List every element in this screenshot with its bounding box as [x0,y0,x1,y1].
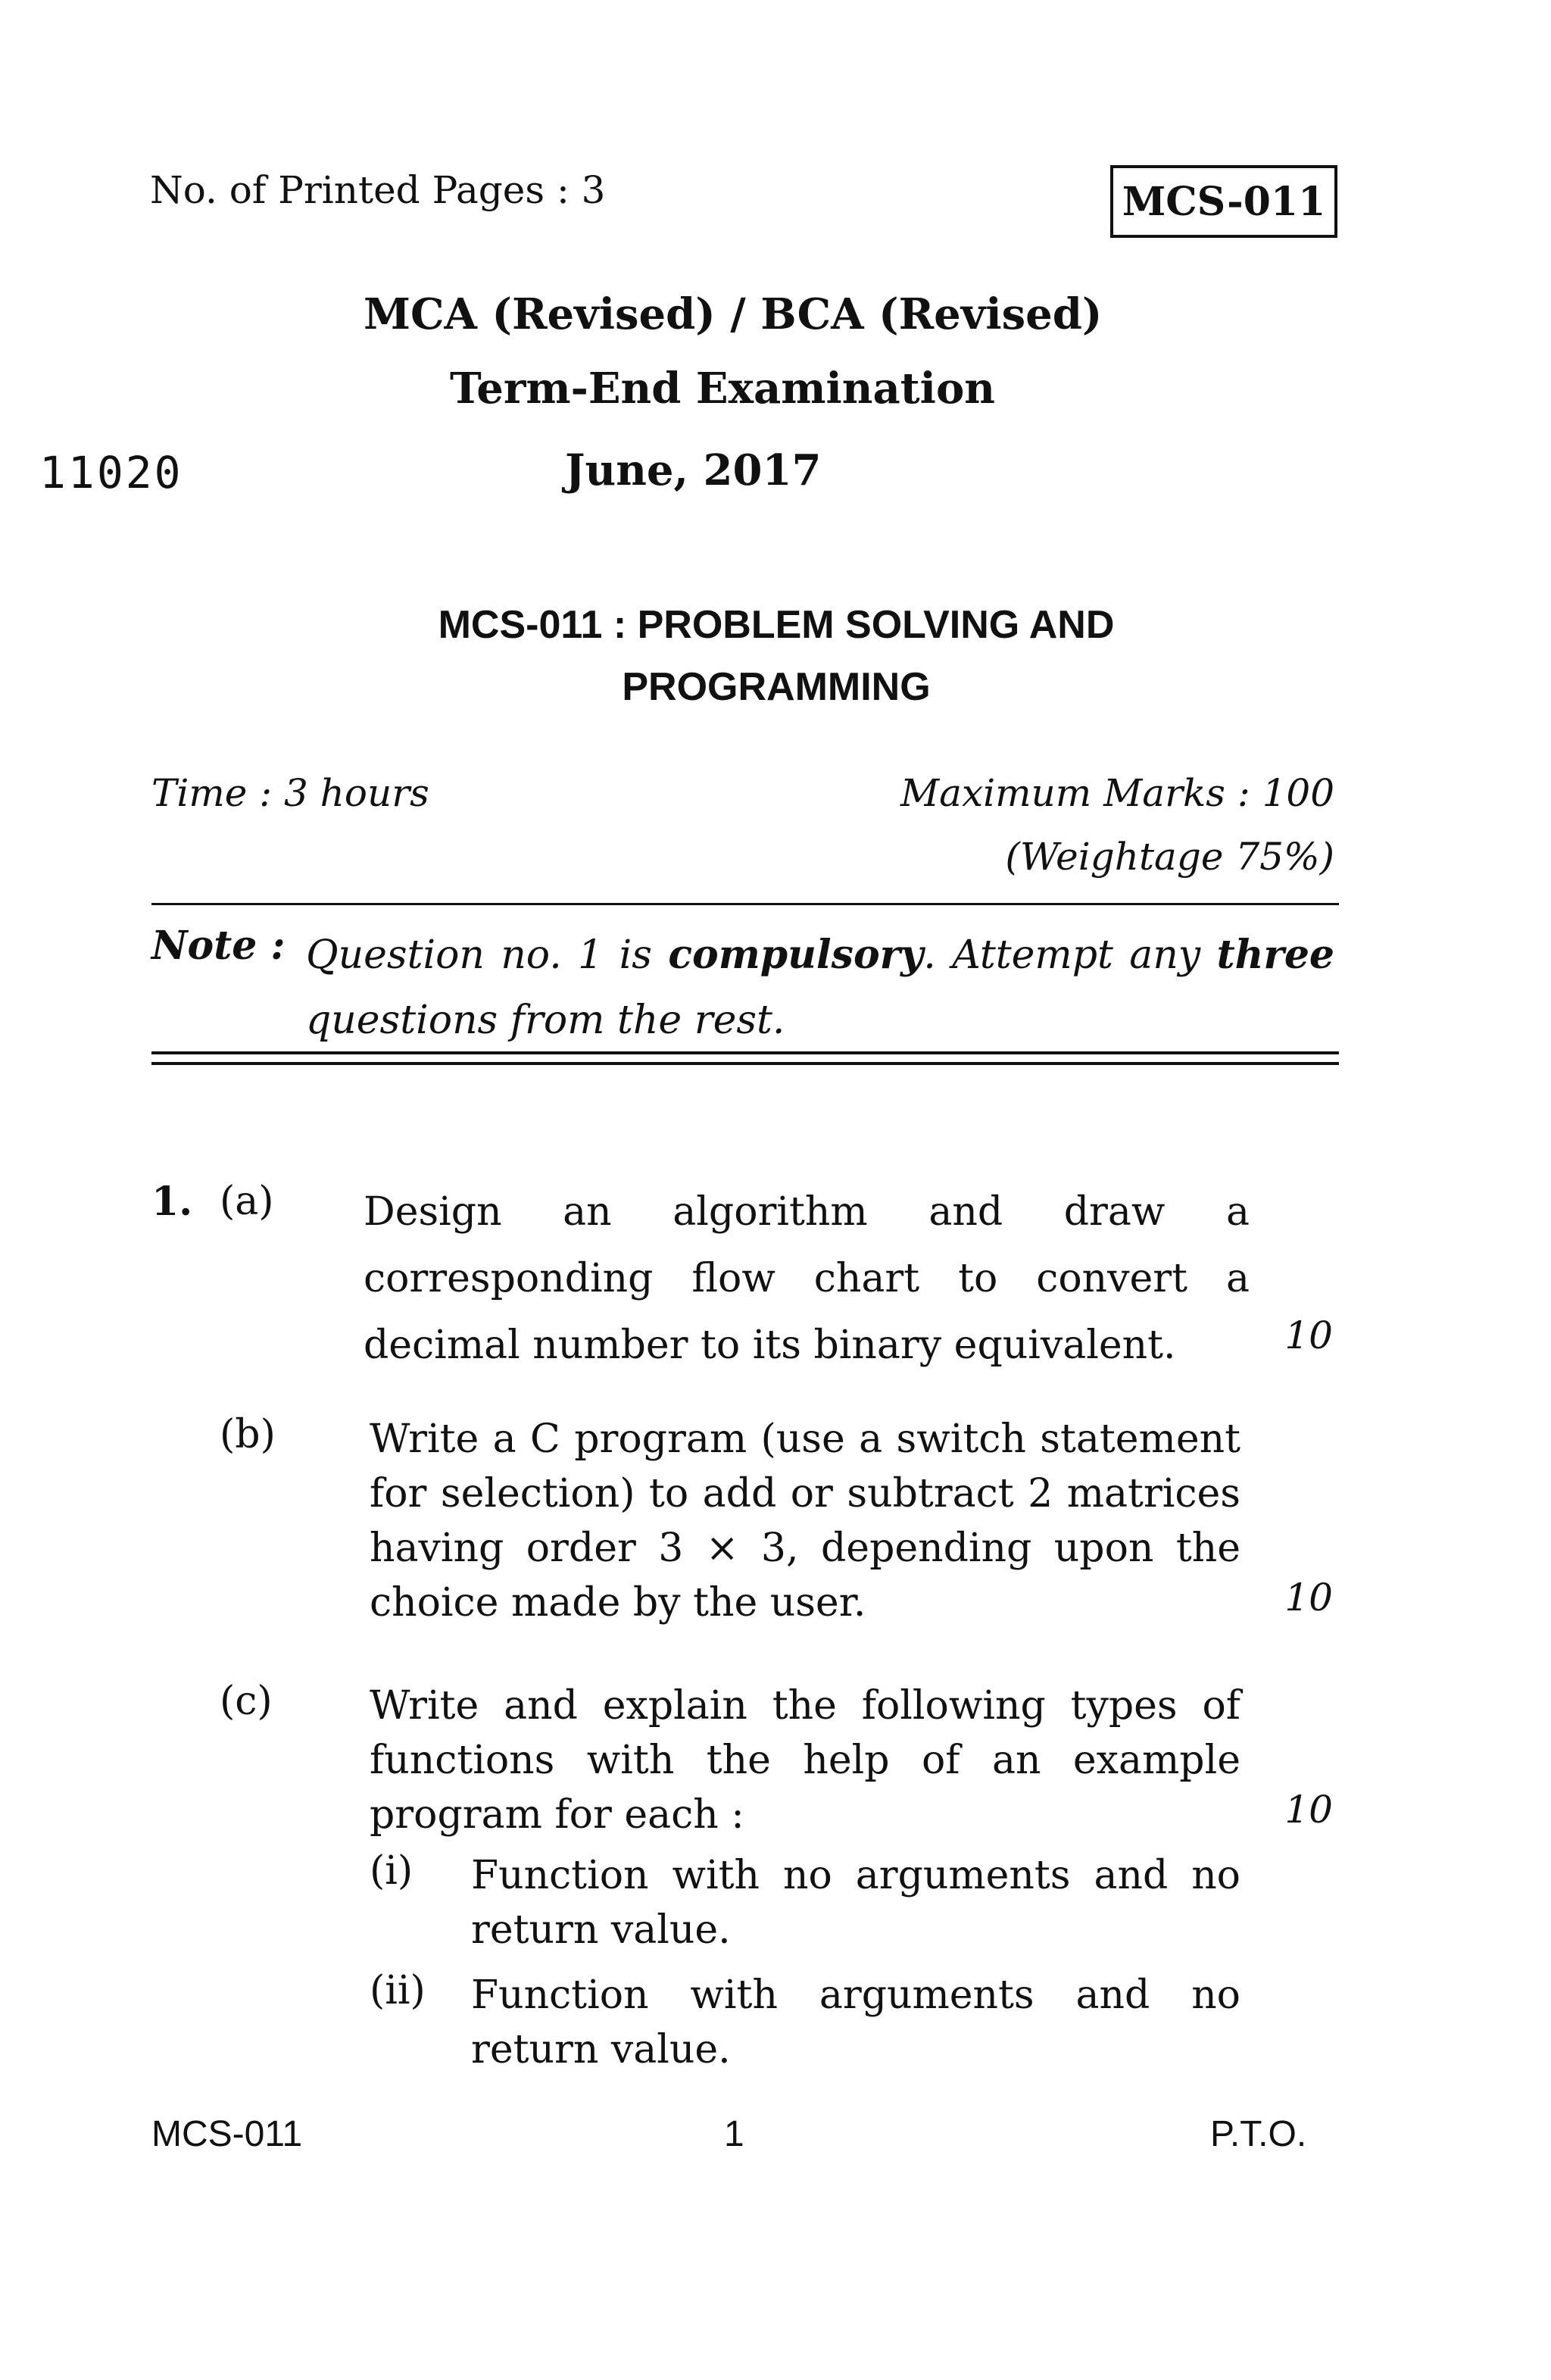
exam-session: June, 2017 [565,445,822,495]
part-a-marks: 10 [1284,1313,1333,1357]
subpart-ii-label: (ii) [370,1968,426,2013]
weightage: (Weightage 75%) [1005,835,1334,879]
footer-page-number: 1 [724,2114,744,2154]
footer-course-code: MCS-011 [151,2114,303,2154]
subpart-ii-text: Function with arguments and no return value. [471,1972,1240,2072]
note-text-part-2: . Attempt any [923,932,1217,978]
part-c-text: Write and explain the following types of functions with the help of an example program for each : [370,1683,1240,1838]
program-name: MCA (Revised) / BCA (Revised) [364,289,1103,339]
course-title [151,594,1401,718]
question-number: 1. [151,1179,193,1225]
maximum-marks: Maximum Marks : 100 [900,771,1334,815]
part-b-text: Write a C program (use a switch statement for selection) to add or subtract 2 matrices having order 3 × 3, depending upon the choice made by the user. [370,1416,1240,1626]
course-title-line-2: PROGRAMMING [622,665,931,709]
note-text-part-3: questions from the rest. [306,998,785,1043]
note-text-part-1: Question no. 1 is [306,932,669,978]
part-a-label: (a) [220,1179,274,1224]
footer-pto: P.T.O. [1210,2114,1307,2154]
part-a-text: Design an algorithm and draw a corresponding flow chart to convert a decimal number to its binary equivalent. [364,1189,1250,1368]
course-code-box: MCS-011 [1110,165,1337,238]
serial-number: 11020 [39,447,183,498]
exam-duration: Time : 3 hours [151,771,429,815]
note-label: Note : [151,923,286,969]
part-b-marks: 10 [1284,1576,1333,1619]
course-title-line-1: MCS-011 : PROBLEM SOLVING AND [438,603,1115,647]
part-b-label: (b) [220,1412,276,1457]
note-compulsory: compulsory [668,932,924,978]
double-divider-top [151,1051,1339,1054]
note-text [306,923,1334,1053]
printed-pages-count: No. of Printed Pages : 3 [150,168,606,212]
divider-line [151,903,1339,905]
part-c-label: (c) [220,1679,273,1724]
subpart-i-text: Function with no arguments and no return value. [471,1853,1240,1953]
exam-title: Term-End Examination [450,364,996,414]
note-three: three [1216,932,1334,978]
subpart-i-label: (i) [370,1848,413,1894]
double-divider-bottom [151,1062,1339,1065]
part-c-marks: 10 [1284,1788,1333,1832]
